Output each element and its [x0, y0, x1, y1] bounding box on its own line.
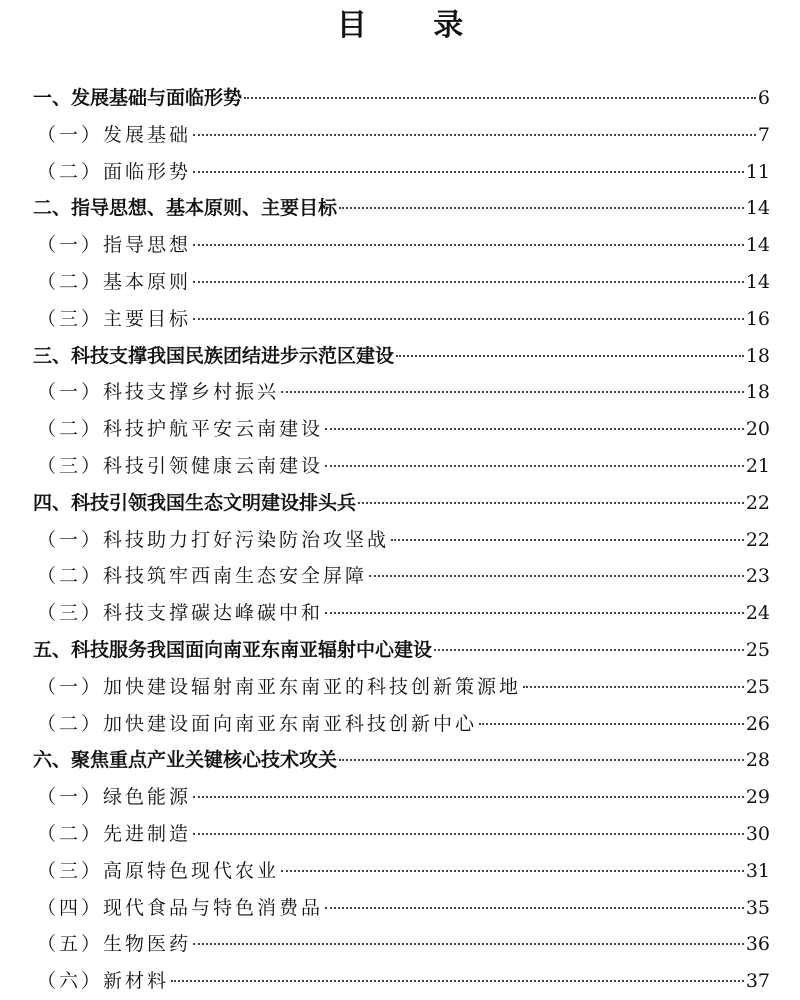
toc-dot-leader: [358, 502, 744, 504]
toc-dot-leader: [281, 870, 744, 872]
toc-dot-leader: [193, 943, 744, 945]
toc-dot-leader: [193, 134, 756, 136]
toc-section-entry[interactable]: [0, 264, 800, 301]
toc-page-number: 14: [745, 197, 770, 220]
toc-page-number: 35: [745, 896, 770, 919]
toc-chapter-entry[interactable]: [0, 80, 800, 117]
toc-page-number: 22: [745, 491, 770, 514]
toc-entry-title: （二）基本原则: [37, 270, 192, 293]
toc-page-number: 16: [745, 307, 770, 330]
toc-section-entry[interactable]: [0, 963, 800, 1000]
toc-page-number: 22: [745, 528, 770, 551]
toc-entry-title: （五）生物医药: [37, 933, 192, 956]
toc-page-number: 18: [745, 344, 770, 367]
toc-section-entry[interactable]: [0, 448, 800, 485]
toc-page-number: 25: [745, 675, 770, 698]
toc-page-number: 14: [745, 270, 770, 293]
toc-entry-title: （一）科技助力打好污染防治攻坚战: [37, 528, 390, 551]
toc-dot-leader: [193, 796, 744, 798]
toc-dot-leader: [193, 171, 744, 173]
toc-entry-title: 二、指导思想、基本原则、主要目标: [33, 197, 338, 220]
toc-page-number: 36: [745, 933, 770, 956]
toc-page-number: 7: [757, 123, 770, 146]
toc-page-number: 6: [757, 87, 770, 109]
toc-section-entry[interactable]: [0, 558, 800, 595]
toc-page-number: 28: [745, 749, 770, 772]
toc-dot-leader: [339, 207, 744, 209]
toc-section-entry[interactable]: [0, 522, 800, 559]
toc-section-entry[interactable]: [0, 926, 800, 963]
toc-page-number: 11: [745, 160, 770, 183]
toc-entry-title: 四、科技引领我国生态文明建设排头兵: [33, 491, 357, 514]
toc-page-number: 30: [745, 822, 770, 845]
toc-page-number: 24: [745, 602, 770, 625]
toc-entry-title: （三）科技引领健康云南建设: [37, 454, 324, 477]
toc-entry-title: 三、科技支撑我国民族团结进步示范区建设: [33, 344, 395, 367]
toc-entry-title: （二）科技筑牢西南生态安全屏障: [37, 565, 368, 588]
toc-page-number: 37: [745, 970, 770, 993]
toc-dot-leader: [281, 391, 744, 393]
page-title: 目 录: [336, 8, 492, 43]
toc-page-number: 20: [745, 418, 770, 441]
toc-page-number: 21: [745, 454, 770, 477]
toc-dot-leader: [244, 97, 756, 99]
toc-section-entry[interactable]: [0, 706, 800, 743]
toc-entry-title: 六、聚焦重点产业关键核心技术攻关: [33, 749, 338, 772]
toc-section-entry[interactable]: [0, 227, 800, 264]
toc-dot-leader: [479, 723, 744, 725]
toc-entry-title: 五、科技服务我国面向南亚东南亚辐射中心建设: [33, 638, 433, 661]
toc-section-entry[interactable]: [0, 117, 800, 154]
toc-entry-title: （二）面临形势: [37, 160, 192, 183]
toc-dot-leader: [369, 575, 744, 577]
toc-dot-leader: [523, 686, 744, 688]
toc-page-number: 31: [745, 859, 770, 882]
toc-entry-title: （四）现代食品与特色消费品: [37, 896, 324, 919]
toc-page-number: 23: [745, 565, 770, 588]
toc-dot-leader: [391, 539, 744, 541]
toc-list: [0, 80, 800, 1000]
toc-entry-title: （二）科技护航平安云南建设: [37, 418, 324, 441]
toc-page-number: 26: [745, 712, 770, 735]
toc-section-entry[interactable]: [0, 374, 800, 411]
toc-section-entry[interactable]: [0, 779, 800, 816]
toc-dot-leader: [434, 649, 744, 651]
toc-chapter-entry[interactable]: [0, 338, 800, 375]
toc-entry-title: （一）加快建设辐射南亚东南亚的科技创新策源地: [37, 675, 522, 698]
toc-entry-title: （一）绿色能源: [37, 786, 192, 809]
toc-entry-title: （二）加快建设面向南亚东南亚科技创新中心: [37, 712, 478, 735]
toc-dot-leader: [339, 759, 744, 761]
toc-entry-title: （一）发展基础: [37, 123, 192, 146]
toc-dot-leader: [193, 281, 744, 283]
toc-dot-leader: [325, 465, 744, 467]
toc-chapter-entry[interactable]: [0, 632, 800, 669]
toc-section-entry[interactable]: [0, 816, 800, 853]
toc-dot-leader: [325, 907, 744, 909]
toc-section-entry[interactable]: [0, 154, 800, 191]
toc-section-entry[interactable]: [0, 301, 800, 338]
toc-entry-title: 一、发展基础与面临形势: [33, 87, 243, 109]
toc-chapter-entry[interactable]: [0, 742, 800, 779]
toc-chapter-entry[interactable]: [0, 485, 800, 522]
toc-section-entry[interactable]: [0, 595, 800, 632]
toc-entry-title: （三）主要目标: [37, 307, 192, 330]
toc-entry-title: （一）指导思想: [37, 234, 192, 257]
toc-page-number: 14: [745, 234, 770, 257]
toc-dot-leader: [325, 428, 744, 430]
toc-dot-leader: [193, 833, 744, 835]
toc-chapter-entry[interactable]: [0, 190, 800, 227]
toc-section-entry[interactable]: [0, 890, 800, 927]
toc-entry-title: （一）科技支撑乡村振兴: [37, 381, 280, 404]
toc-section-entry[interactable]: [0, 411, 800, 448]
toc-dot-leader: [171, 980, 744, 982]
toc-dot-leader: [193, 318, 744, 320]
toc-dot-leader: [396, 355, 744, 357]
toc-entry-title: （三）高原特色现代农业: [37, 859, 280, 882]
toc-dot-leader: [193, 244, 744, 246]
toc-dot-leader: [325, 612, 744, 614]
toc-section-entry[interactable]: [0, 669, 800, 706]
toc-entry-title: （六）新材料: [37, 970, 170, 993]
toc-entry-title: （三）科技支撑碳达峰碳中和: [37, 602, 324, 625]
toc-page-number: 18: [745, 381, 770, 404]
toc-entry-title: （二）先进制造: [37, 822, 192, 845]
toc-page-number: 25: [745, 638, 770, 661]
toc-page-number: 29: [745, 786, 770, 809]
toc-section-entry[interactable]: [0, 853, 800, 890]
